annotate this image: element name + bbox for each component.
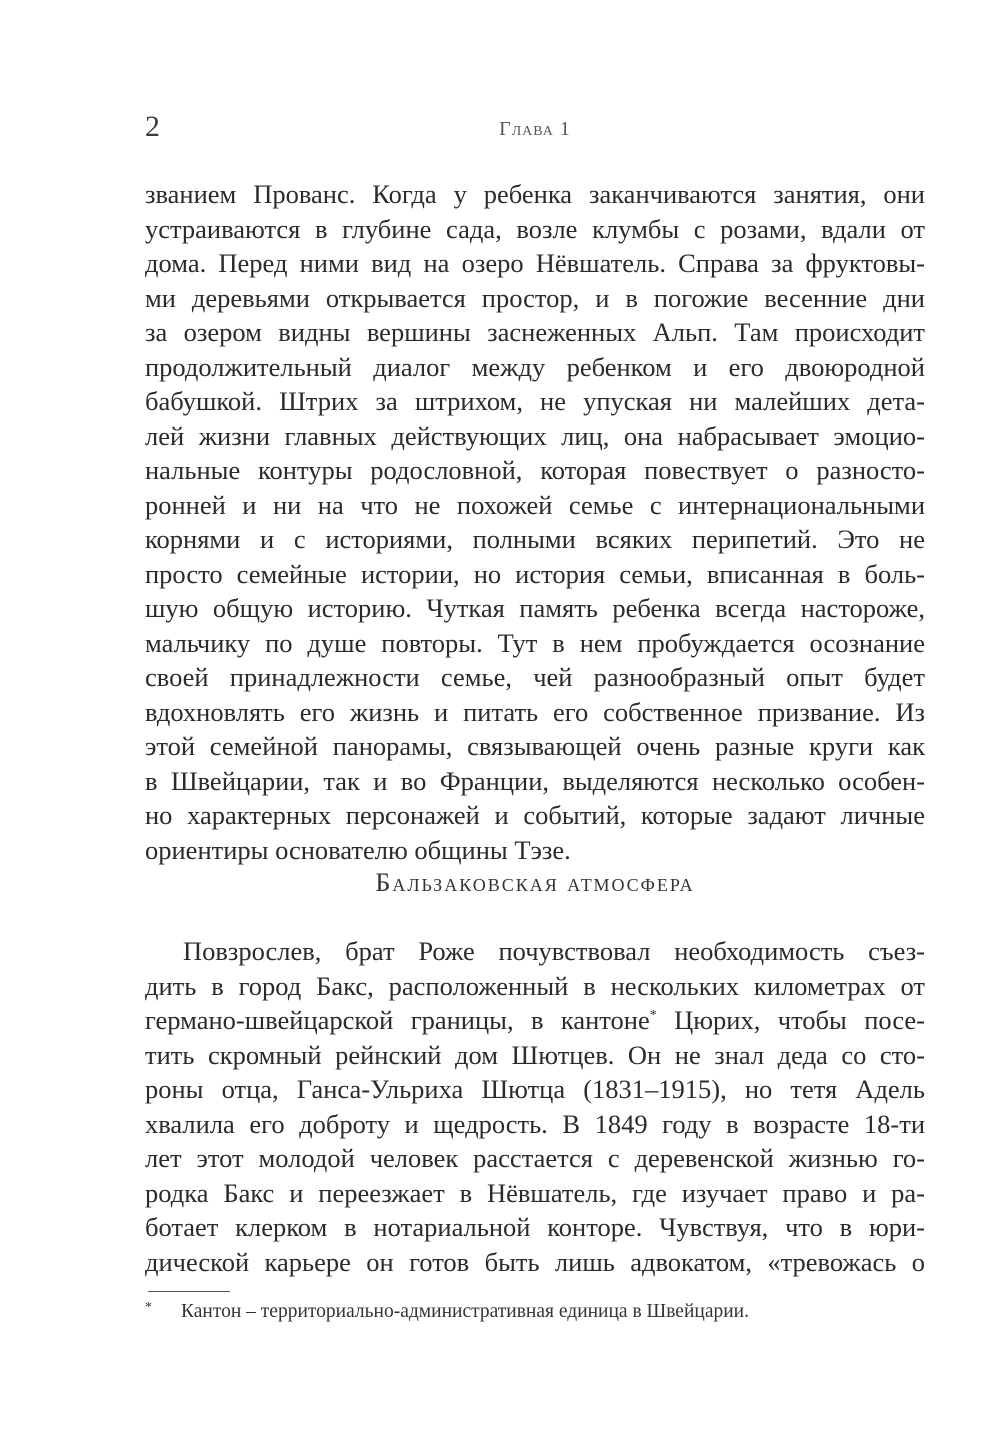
text-line-with-footnote — [145, 1003, 925, 1038]
footnote-mark: * — [145, 1300, 152, 1315]
text-line: за озером видны вершины заснеженных Альп. Там происходит — [145, 317, 925, 347]
text-line: в Швейцарии, так и во Франции, выделяются несколько особен- — [145, 765, 925, 796]
text-line: своей принадлежности семье, чей разнообразный опыт будет — [145, 662, 925, 692]
text-line: ронней и ни на что не похожей семье с интернациональными — [145, 489, 925, 520]
chapter-title: Глава 1 — [499, 118, 571, 140]
text-line: но характерных персонажей и событий, которые задают личные — [145, 800, 925, 830]
running-head — [145, 110, 925, 150]
page-number: 2 — [145, 110, 160, 143]
text-line: роны отца, Ганса-Ульриха Шютца (1831–1915), но тетя Адель — [145, 1074, 925, 1104]
text-line: хвалила его доброту и щедрость. В 1849 году в возрасте 18-ти — [145, 1108, 925, 1139]
text-line: устраиваются в глубине сада, возле клумбы с розами, вдали от — [145, 213, 925, 244]
footnote-text: Кантон – территориально-административная единица в Швейцарии. — [181, 1301, 749, 1322]
text-line: дома. Перед ними вид на озеро Нёвшатель. Справа за фруктовы- — [145, 248, 925, 278]
text-line: ботает клерком в нотариальной конторе. Чувствуя, что в юри- — [145, 1212, 925, 1242]
paragraph-1 — [145, 177, 925, 867]
text-line: дить в город Бакс, расположенный в нескольких километрах от — [145, 970, 925, 1001]
text-line: корнями и с историями, полными всяких перипетий. Это не — [145, 524, 925, 554]
text-line: просто семейные истории, но история семьи, вписанная в боль- — [145, 558, 925, 589]
text-line: тить скромный рейнский дом Шютцев. Он не знал деда со сто- — [145, 1039, 925, 1070]
text-fragment: германо-швейцарской границы, в кантоне — [145, 1005, 650, 1035]
text-line: ориентиры основателю общины Тэзе. — [145, 834, 571, 865]
text-line: продолжительный диалог между ребенком и его двоюродной — [145, 351, 925, 382]
text-line: ми деревьями открывается простор, и в погожие весенние дни — [145, 282, 925, 313]
text-line: этой семейной панорамы, связывающей очень разные круги как — [145, 731, 925, 761]
text-line: нальные контуры родословной, которая повествует о разносто- — [145, 455, 925, 485]
footnote-divider — [148, 1291, 230, 1292]
footnote-reference: * — [649, 1008, 657, 1023]
text-line: званием Прованс. Когда у ребенка заканчиваются занятия, они — [145, 179, 925, 209]
text-line: лей жизни главных действующих лиц, она набрасывает эмоцио- — [145, 420, 925, 451]
section-heading: Бальзаковская атмосфера — [375, 868, 695, 897]
text-line: вдохновлять его жизнь и питать его собственное призвание. Из — [145, 696, 925, 727]
text-line: шую общую историю. Чуткая память ребенка всегда настороже, — [145, 593, 925, 623]
text-line: лет этот молодой человек расстается с деревенской жизнью го- — [145, 1143, 925, 1173]
text-line: родка Бакс и переезжает в Нёвшатель, где изучает право и ра- — [145, 1177, 925, 1208]
text-line: бабушкой. Штрих за штрихом, не упуская ни малейших дета- — [145, 386, 925, 416]
text-fragment: Цюрих, чтобы посе- — [674, 1005, 925, 1035]
text-line: Повзрослев, брат Роже почувствовал необходимость съез- — [183, 936, 925, 966]
text-line: дической карьере он готов быть лишь адвокатом, «тревожась о — [145, 1246, 925, 1277]
paragraph-2 — [145, 934, 925, 1279]
text-line: мальчику по душе повторы. Тут в нем пробуждается осознание — [145, 627, 925, 658]
